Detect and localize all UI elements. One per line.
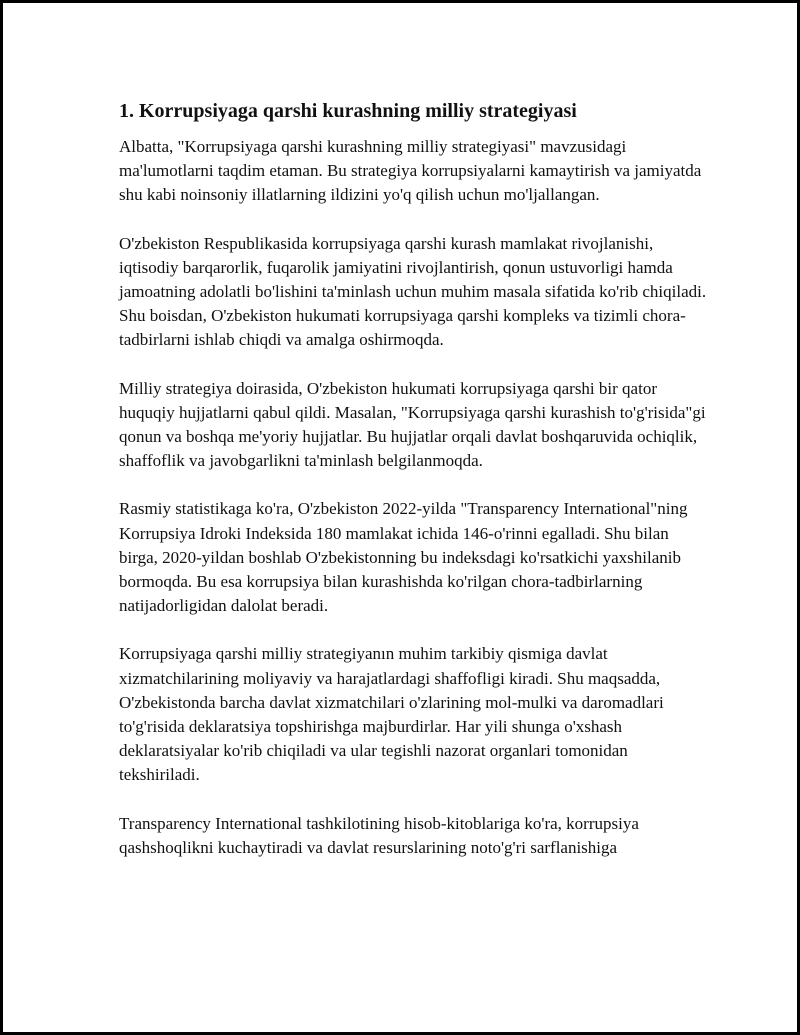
paragraph-legal-documents: Milliy strategiya doirasida, O'zbekiston hukumati korrupsiyaga qarshi bir qator huquqiy hujjatlarni qabul qildi. Masalan, "Korrupsiyaga qarshi kurashish to'g'risida"gi qonun va boshqa me'yoriy hujjatlar. Bu hujjatlar orqali davlat boshqaruvida ochiqlik, shaffoflik va javobgarlikni ta'minlash belgilanmoqda. <box>119 378 706 471</box>
paragraph-transparency: Transparency International tashkilotining hisob-kitoblariga ko'ra, korrupsiya qashshoqlikni kuchaytiradi va davlat resurslarining noto'g'ri sarflanishiga <box>119 813 639 857</box>
section-heading: 1. Korrupsiyaga qarshi kurashning milliy strategiyasi <box>119 100 577 122</box>
paragraph-statistics: Rasmiy statistikaga ko'ra, O'zbekiston 2022-yilda "Transparency International"ning Korrupsiya Idroki Indeksida 180 mamlakat ichida 146-o'rinni egalladi. Shu bilan birga, 2020-yildan boshlab O'zbekistonning bu indeksdagi ko'rsatkichi yaxshilanib bormoqda. Bu esa korrupsiya bilan kurashishda ko'rilgan chora-tadbirlarning natijadorligidan dalolat beradi. <box>119 499 688 616</box>
paragraph-national-fight: O'zbekiston Respublikasida korrupsiyaga qarshi kurash mamlakat rivojlanishi, iqtisodiy barqarorlik, fuqarolik jamiyatini rivojlantirish, qonun ustuvorligi hamda jamoatning adolatli bo'lishini ta'minlash uchun muhim masala sifatida ko'rib chiqiladi. Shu boisdan, O'zbekiston hukumati korrupsiyaga qarshi kompleks va tizimli chora-tadbirlarni ishlab chiqdi va amalga oshirmoqda. <box>119 233 707 350</box>
paragraph-intro: Albatta, "Korrupsiyaga qarshi kurashning milliy strategiyasi" mavzusidagi ma'lumotlarni taqdim etaman. Bu strategiya korrupsiyalarni kamaytirish va jamiyatda shu kabi noinsoniy illatlarning ildizini yo'q qilish uchun mo'ljallangan. <box>119 137 702 205</box>
paragraph-declarations: Korrupsiyaga qarshi milliy strategiyanın muhim tarkibiy qismiga davlat xizmatchilarining moliyaviy va harajatlardagi shaffofligi kiradi. Shu maqsadda, O'zbekistonda barcha davlat xizmatchilari o'zlarining mol-mulki va daromadlari to'g'risida deklaratsiya topshirishga majburdirlar. Har yili shunga o'xshash deklaratsiyalar ko'rib chiqiladi va ular tegishli nazorat organlari tomonidan tekshiriladi. <box>119 644 664 785</box>
document-body <box>119 99 709 884</box>
